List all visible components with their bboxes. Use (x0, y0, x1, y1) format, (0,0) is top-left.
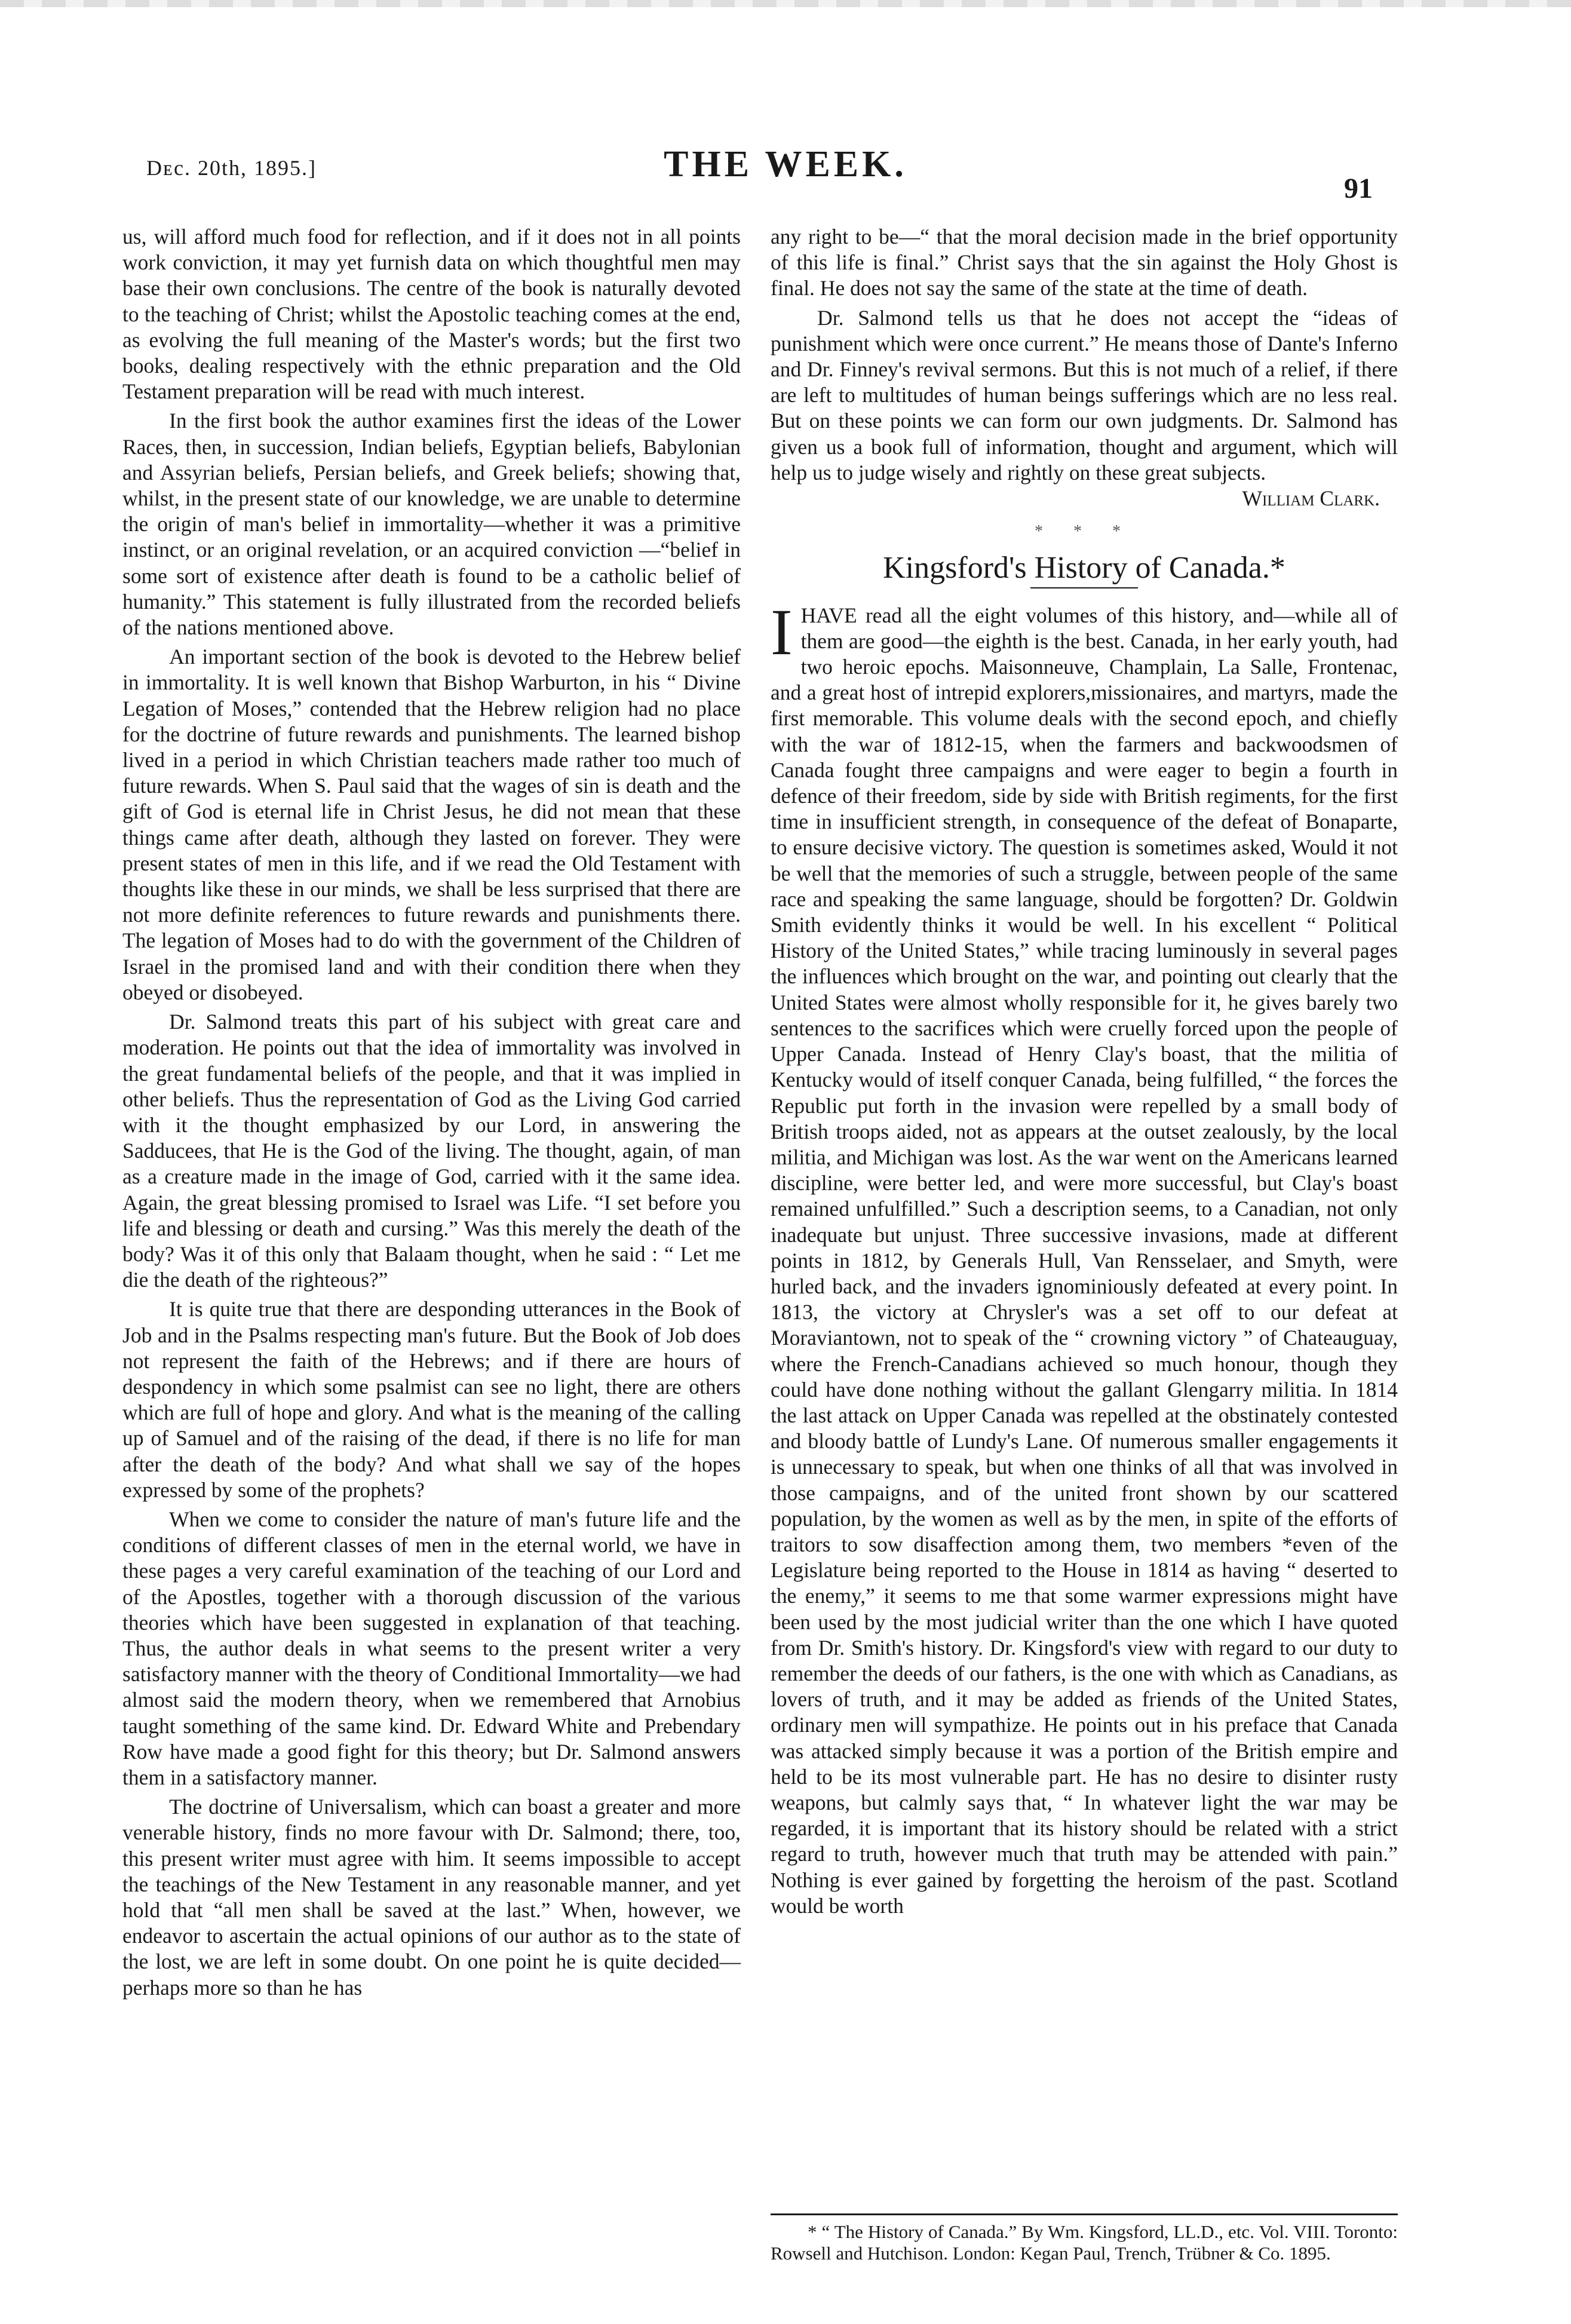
right-column (771, 224, 1398, 1919)
paragraph: any right to be—“ that the moral decision made in the brief opportunity of this life is final.” Christ says that the sin against the Holy Ghost is final. He does not say the same of the state at the time of death. (771, 225, 1398, 301)
paragraph: An important section of the book is devoted to the Hebrew belief in immortality. It is well known that Bishop Warburton, in his “ Divine Legation of Moses,” contended that the Hebrew religion had no place for the doctrine of future rewards and punishments. The learned bishop lived in a period in which Christian teachers made rather too much of future rewards. When S. Paul said that the wages of sin is death and the gift of God is eternal life in Christ Jesus, he did not mean that these things came after death, although they lasted on forever. They were present states of men in this life, and if we read the Old Testament with thoughts like these in our minds, we shall be less surprised that there are not more definite references to future rewards and punishments there. The legation of Moses had to do with the government of the Children of Israel in the promised land and with their condition there when they obeyed or disobeyed. (122, 645, 741, 1004)
paragraph: In the first book the author examines first the ideas of the Lower Races, then, in succession, Indian beliefs, Egyptian beliefs, Babylonian and Assyrian beliefs, Persian beliefs, and Greek beliefs; showing that, whilst, in the present state of our knowledge, we are unable to determine the origin of man's belief in immortality—whether it was a primitive instinct, or an original revelation, or an acquired conviction —“belief in some sort of existence after death is found to be a catholic belief of humanity.” This statement is fully illustrated from the recorded beliefs of the nations mentioned above. (122, 409, 741, 640)
left-column (122, 224, 741, 2001)
article-title: Kingsford's History of Canada.* (883, 551, 1285, 585)
footnote-rule (771, 2213, 1398, 2215)
paragraph: It is quite true that there are desponding utterances in the Book of Job and in the Psalms respecting man's future. But the Book of Job does not represent the faith of the Hebrews; and if there are hours of despondency in which some psalmist can see no light, there are others which are full of hope and glory. And what is the meaning of the calling up of Samuel and of the raising of the dead, if there is no life for man after the death of the body? And what shall we say of the hopes expressed by some of the prophets? (122, 1297, 741, 1502)
publication-title: THE WEEK. (664, 144, 907, 185)
paragraph: Dr. Salmond treats this part of his subject with great care and moderation. He points out that the idea of immortality was involved in the great fundamental beliefs of the people, and that it was implied in other beliefs. Thus the representation of God as the Living God carried with it the thought emphasized by our Lord, in answering the Sadducees, that He is the God of the living. The thought, again, of man as a creature made in the image of God, carried with it the same idea. Again, the great blessing promised to Israel was Life. “I set before you life and blessing or death and cursing.” Was this merely the death of the body? Was it of this only that Balaam thought, when he said : “ Let me die the death of the righteous?” (122, 1010, 741, 1292)
paragraph: When we come to consider the nature of man's future life and the conditions of different classes of men in the eternal world, we have in these pages a very careful examination of the teaching of our Lord and of the Apostles, together with a thorough discussion of the various theories which have been suggested in explanation of that teaching. Thus, the author deals in what seems to the present writer a very satisfactory manner with the theory of Conditional Immortality—we had almost said the modern theory, when we remembered that Arnobius taught something of the same kind. Dr. Edward White and Prebendary Row have made a good fight for this theory; but Dr. Salmond answers them in a satisfactory manner. (122, 1507, 741, 1789)
title-rule (1030, 587, 1138, 588)
article-paragraph (771, 595, 1398, 1919)
paragraph: Dr. Salmond tells us that he does not accept the “ideas of punishment which were once current.” He means those of Dante's Inferno and Dr. Finney's revival sermons. But this is not much of a relief, if there are left to multitudes of human beings sufferings which are no less real. But on these points we can form our own judgments. Dr. Salmond has given us a book full of information, thought and argument, which will help us to judge wisely and rightly on these great subjects. (771, 305, 1398, 485)
article-body: HAVE read all the eight volumes of this history, and—while all of them are good—the eighth is the best. Canada, in her early youth, had two heroic epochs. Maisonneuve, Champlain, La Salle, Frontenac, and a great host of intrepid explorers,missionaires, and martyrs, made the first memorable. This volume deals with the second epoch, and chiefly with the war of 1812-15, when the farmers and backwoodsmen of Canada fought three campaigns and were eager to begin a fourth in defence of their freedom, side by side with British regiments, for the first time in insufficient strength, in consequence of the defeat of Bonaparte, to ensure decisive victory. The question is sometimes asked, Would it not be well that the memories of such a struggle, between people of the same race and speaking the same language, should be forgotten? Dr. Goldwin Smith evidently thinks it would be well. In his excellent “ Political History of the United States,” while tracing luminously in several pages the influences which brought on the war, and pointing out clearly that the United States were almost wholly responsible for it, he gives barely two sentences to the sacrifices which were cruelly forced upon the people of Upper Canada. Instead of Henry Clay's boast, that the militia of Kentucky would of itself conquer Canada, being fulfilled, “ the forces the Republic put forth in the invasion were repelled by a small body of British troops aided, not as appears at the outset zealously, by the local militia, and Michigan was lost. As the war went on the Americans learned discipline, were better led, and were more successful, but Clay's boast remained unfulfilled.” Such a description seems, to a Canadian, not only inadequate but unjust. Three successive invasions, made at different points in 1812, by Generals Hull, Van Rensselaer, and Smyth, were hurled back, and the invaders ignominiously defeated at every point. In 1813, the victory at Chrysler's was a set off to our defeat at Moraviantown, not to speak of the “ crowning victory ” of Chateauguay, where the French-Canadians achieved so much honour, though they could have done nothing without the gallant Glengarry militia. In 1814 the last attack on Upper Canada was repelled at the obstinately contested and bloody battle of Lundy's Lane. Of numerous smaller engagements it is unnecessary to speak, but when one thinks of all that was involved in those campaigns, and of the united front shown by our scattered population, by the women as well as by the men, in spite of the efforts of traitors to sow disaffection among them, two members *even of the Legislature being reported to the House in 1814 as having “ deserted to the enemy,” it seems to me that some warmer expressions might have been used by the most judicial writer than the one which I have quoted from Dr. Smith's history. Dr. Kingsford's view with regard to our duty to remember the deeds of our fathers, is the one with which as Canadians, as lovers of truth, and it may be added as friends of the United States, ordinary men will sympathize. He points out in his preface that Canada was attacked simply because it was a portion of the British empire and held to be its most vulnerable part. He has no desire to disinter rusty weapons, but calmly says that, “ In whatever light the war may be regarded, it is important that its history should be related with a strict regard to truth, however much that truth may be attended with pain.” Nothing is ever gained by forgetting the heroism of the past. Scotland would be worth (771, 603, 1398, 1918)
scan-edge (0, 0, 1571, 7)
paragraph: us, will afford much food for reflection, and if it does not in all points work conviction, it may yet furnish data on which thoughtful men may base their own conclusions. The centre of the book is naturally devoted to the teaching of Christ; whilst the Apostolic teaching comes at the end, as evolving the full meaning of the Master's words; but the first two books, dealing respectively with the ethnic preparation and the Old Testament preparation will be read with much interest. (122, 225, 741, 404)
drop-cap: I (771, 595, 793, 669)
author-signature: William Clark. (1242, 486, 1380, 511)
running-head (0, 143, 1571, 203)
section-separator: * * * (1035, 522, 1134, 541)
footnote: * “ The History of Canada.” By Wm. Kingsford, LL.D., etc. Vol. VIII. Toronto: Rowsell and Hutchison. London: Kegan Paul, Trench, Trübner & Co. 1895. (771, 2221, 1398, 2264)
page-number: 91 (1344, 173, 1373, 204)
paragraph: The doctrine of Universalism, which can boast a greater and more venerable history, finds no more favour with Dr. Salmond; there, too, this present writer must agree with him. It seems impossible to accept the teachings of the New Testament in any reasonable manner, and yet hold that “all men shall be saved at the last.” When, however, we endeavor to ascertain the actual opinions of our author as to the state of the lost, we are left in some doubt. On one point he is quite decided—perhaps more so than he has (122, 1795, 741, 2000)
issue-date: Dᴇc. 20th, 1895.] (146, 156, 317, 180)
